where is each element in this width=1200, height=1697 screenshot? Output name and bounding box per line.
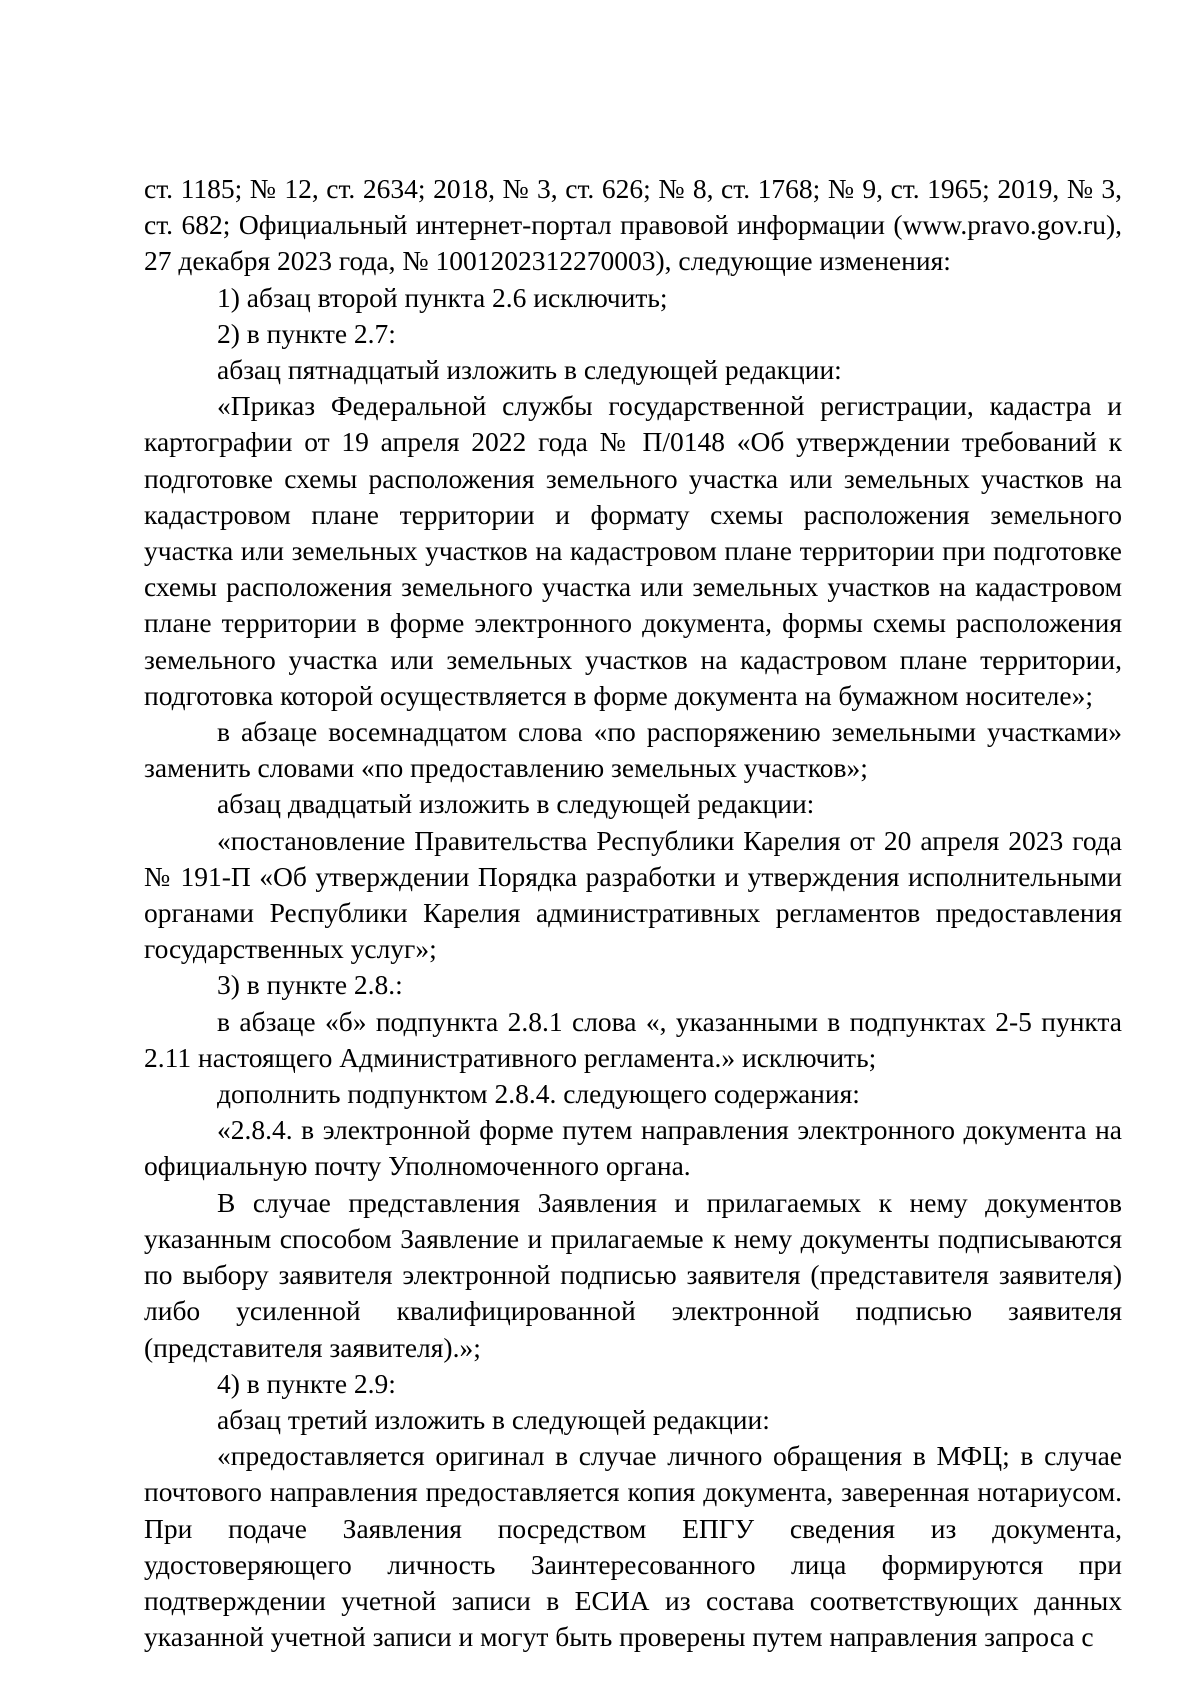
paragraph-item-3: 3) в пункте 2.8.: (217, 969, 403, 1001)
paragraph-item-2: 2) в пункте 2.7: (217, 317, 396, 349)
paragraph-item-3-add-subpoint: дополнить подпунктом 2.8.4. следующего содержания: (217, 1078, 860, 1110)
paragraph-item-2-abzac-20: абзац двадцатый изложить в следующей редакции: (217, 788, 815, 820)
document-body (144, 171, 1122, 1655)
paragraph-item-2-decree-quote: «постановление Правительства Республики Карелия от 20 апреля 2023 года № 191-П «Об утверждении Порядка разработки и утверждения исполнительными органами Республики Карелия административных регламентов предоставления государственных услуг»; (144, 824, 1122, 965)
paragraph-legal-sources: ст. 1185; № 12, ст. 2634; 2018, № 3, ст. 626; № 8, ст. 1768; № 9, ст. 1965; 2019, № 3, ст. 682; Официальный интернет-портал правовой информации (www.pravo.gov.ru), 27 декабря 2023 года, № 1001202312270003), следующие изменения: (144, 173, 1122, 277)
paragraph-item-3-signature-rule: В случае представления Заявления и прилагаемых к нему документов указанным способом Заявление и прилагаемые к нему документы подписываются по выбору заявителя электронной подписью заявителя (представителя заявителя) либо усиленной квалифицированной электронной подписью заявителя (представителя заявителя).»; (144, 1186, 1122, 1363)
paragraph-item-3-subpoint-b: в абзаце «б» подпункта 2.8.1 слова «, указанными в подпунктах 2-5 пункта 2.11 настоящего Административного регламента.» исключить; (144, 1005, 1122, 1073)
paragraph-item-4: 4) в пункте 2.9: (217, 1367, 396, 1399)
paragraph-item-2-order-quote: «Приказ Федеральной службы государственной регистрации, кадастра и картографии от 19 апреля 2022 года № П/0148 «Об утверждении требований к подготовке схемы расположения земельного участка или земельных участков на кадастровом плане территории и формату схемы расположения земельного участка или земельных участков на кадастровом плане территории при подготовке схемы расположения земельного участка или земельных участков на кадастровом плане территории в форме электронного документа, формы схемы расположения земельного участка или земельных участков на кадастровом плане территории, подготовка которой осуществляется в форме документа на бумажном носителе»; (144, 390, 1122, 711)
paragraph-item-2-abzac-15: абзац пятнадцатый изложить в следующей редакции: (217, 354, 842, 386)
paragraph-item-3-subpoint-2-8-4: «2.8.4. в электронной форме путем направления электронного документа на официальную почту Уполномоченного органа. (144, 1114, 1122, 1182)
paragraph-item-2-abzac-18: в абзаце восемнадцатом слова «по распоряжению земельными участками» заменить словами «по предоставлению земельных участков»; (144, 716, 1122, 784)
paragraph-item-4-quote: «предоставляется оригинал в случае личного обращения в МФЦ; в случае почтового направления предоставляется копия документа, заверенная нотариусом. При подаче Заявления посредством ЕПГУ сведения из документа, удостоверяющего личность Заинтересованного лица формируются при подтверждении учетной записи в ЕСИА из состава соответствующих данных указанной учетной записи и могут быть проверены путем направления запроса с (144, 1440, 1122, 1653)
paragraph-item-1: 1) абзац второй пункта 2.6 исключить; (217, 281, 668, 313)
paragraph-item-4-abzac-3: абзац третий изложить в следующей редакции: (217, 1403, 770, 1435)
